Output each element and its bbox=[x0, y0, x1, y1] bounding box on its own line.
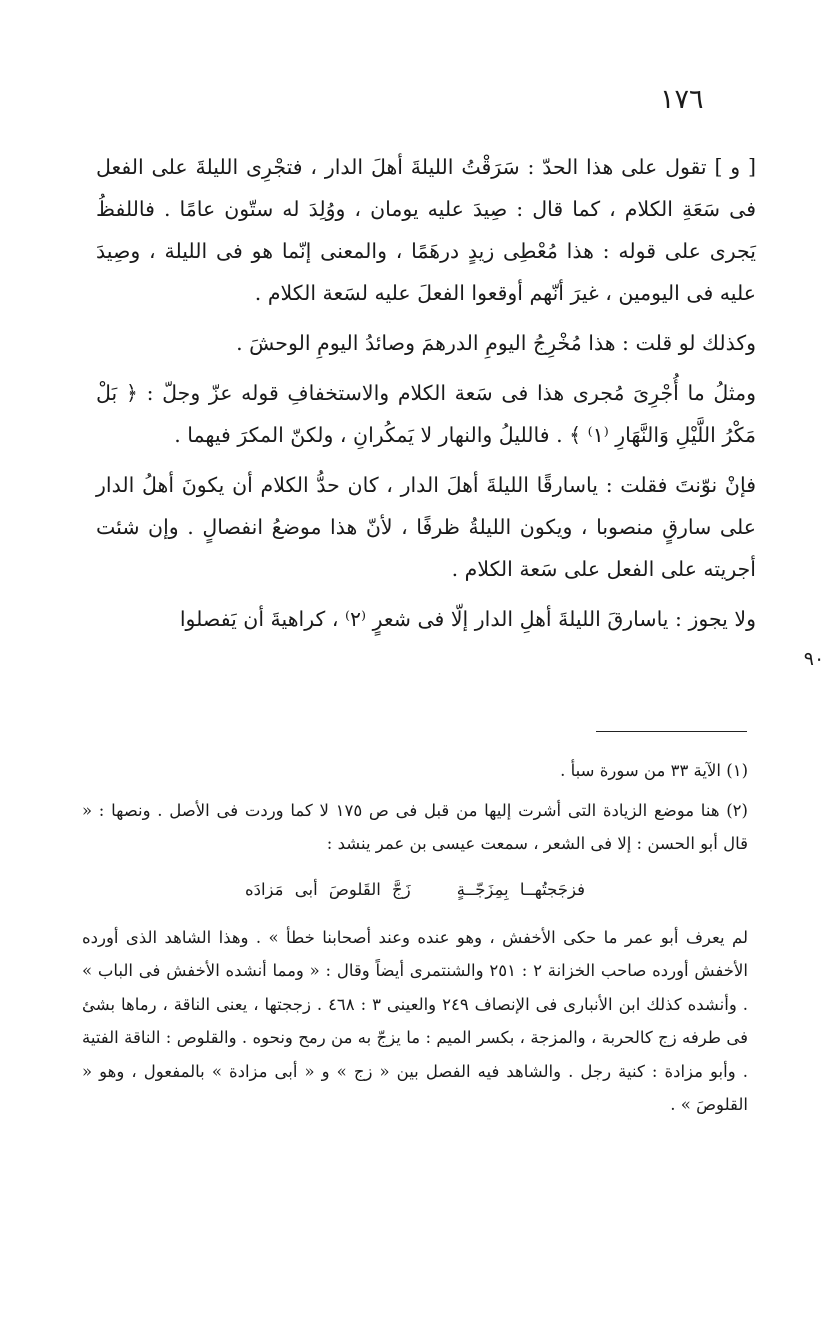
footnote-2-body: لم يعرف أبو عمر ما حكى الأخفش ، وهو عنده وعند أصحابنا خطأ » . وهذا الشاهد الذى أورده الأخفش أورده صاحب الخزانة ٢ : ٢٥١ والشنتمرى أيضاً وقال : « ومما أنشده الأخفش فى الباب » . وأنشده كذلك ابن الأنبارى فى الإنصاف ٢٤٩ والعينى ٣ : ٤٦٨ . زججتها ، يعنى الناقة ، رماها بشئ فى طرفه زج كالحربة ، والمزجة ، بكسر الميم : ما يزجّ به من رمح ونحوه . والقلوص : الناقة الفتية . وأبو مزادة : كنية رجل . والشاهد فيه الفصل بين « زج » و « أبى مزادة » بالمفعول ، وهو « القلوصَ » . bbox=[82, 927, 748, 1114]
main-text bbox=[96, 146, 756, 640]
paragraph-3: ومثلُ ما أُجْرِىَ مُجرى هذا فى سَعة الكلام والاستخفافِ قوله عزّ وجلّ : ﴿ بَلْ مَكْرُ اللَّيْلِ وَالنَّهَارِ ⁽١⁾ ﴾ . فالليلُ والنهار لا يَمكُرانِ ، ولكنّ المكرَ فيهما . bbox=[96, 381, 756, 447]
footnote-1: (١) الآية ٣٣ من سورة سبأ . bbox=[560, 761, 748, 780]
paragraph-2: وكذلك لو قلت : هذا مُخْرِجُ اليومِ الدرهمَ وصائدُ اليومِ الوحشَ . bbox=[236, 331, 756, 355]
verse-first-hemistich: فزجَجتُهــا بِمِزَجّــةٍ bbox=[456, 879, 586, 899]
paragraph-1: [ و ] تقول على هذا الحدّ : سَرَقْتُ الليلةَ أهلَ الدار ، فتجْرِى الليلةَ على الفعل فى سَعَةِ الكلام ، كما قال : صِيدَ عليه يومان ، ووُلِدَ له ستّون عامًا . فاللفظُ يَجرى على قوله : هذا مُعْطِى زيدٍ درهَمًا ، والمعنى إنّما هو فى الليلة ، وصِيدَ عليه فى اليومين ، غيرَ أنّهم أوقعوا الفعلَ عليه لسَعة الكلام . bbox=[96, 155, 756, 305]
margin-line-marker: ٩٠ bbox=[803, 648, 825, 670]
footnote-separator bbox=[596, 731, 747, 732]
page-number: ١٧٦ bbox=[660, 84, 704, 115]
footnote-2-intro: (٢) هنا موضع الزيادة التى أشرت إليها من قبل فى ص ١٧٥ لا كما وردت فى الأصل . ونصها : « قال أبو الحسن : إلا فى الشعر ، سمعت عيسى بن عمر ينشد : bbox=[82, 800, 748, 853]
verse-second-hemistich: زَجَّ القَلوصَ أبى مَزادَه bbox=[244, 879, 411, 899]
paragraph-5: ولا يجوز : ياسارقَ الليلةَ أهلِ الدار إلّا فى شعرٍ ⁽٢⁾ ، كراهيةَ أن يَفصلوا bbox=[179, 607, 756, 631]
footnotes bbox=[82, 754, 748, 1122]
quoted-verse bbox=[82, 873, 748, 907]
paragraph-4: فإنْ نوّنتَ فقلت : ياسارقًا الليلةَ أهلَ الدار ، كان حدُّ الكلام أن يكونَ أهلُ الدار على سارقٍ منصوبا ، ويكون الليلةُ ظرفًا ، لأنّ هذا موضعُ انفصالٍ . وإن شئت أجريته على الفعل على سَعة الكلام . bbox=[96, 473, 756, 581]
